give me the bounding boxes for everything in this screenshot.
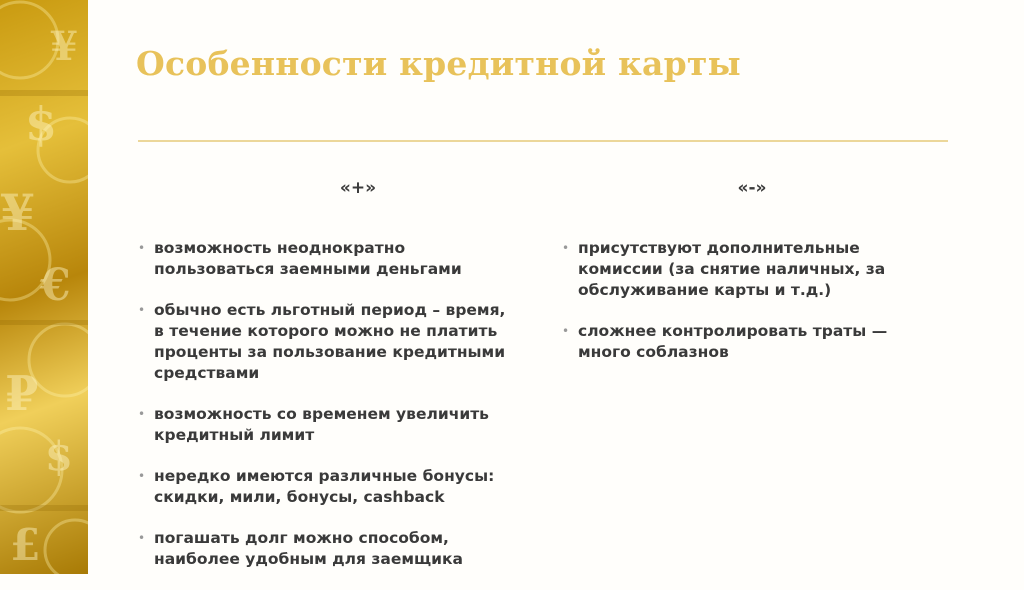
list-item bbox=[138, 528, 518, 570]
pros-heading: «+» bbox=[339, 178, 377, 198]
list-item bbox=[138, 300, 518, 384]
list-item bbox=[138, 238, 518, 280]
bullet-icon: • bbox=[138, 531, 146, 545]
bullet-icon: • bbox=[138, 241, 146, 255]
svg-text:₽: ₽ bbox=[5, 366, 39, 422]
pros-list bbox=[138, 238, 518, 570]
title-divider bbox=[138, 140, 948, 142]
list-item bbox=[562, 321, 942, 363]
list-item-text: обычно есть льготный период – время, в течение которого можно не платить проценты за пользование кредитными средствами bbox=[154, 301, 506, 382]
bullet-icon: • bbox=[562, 324, 570, 338]
list-item-text: присутствуют дополнительные комиссии (за снятие наличных, за обслуживание карты и т.д.) bbox=[578, 239, 886, 299]
list-item-text: нередко имеются различные бонусы: скидки, мили, бонусы, cashback bbox=[154, 467, 495, 506]
list-item-text: возможность со временем увеличить кредитный лимит bbox=[154, 405, 489, 444]
svg-text:€: € bbox=[40, 260, 71, 311]
bullet-icon: • bbox=[138, 407, 146, 421]
list-item-text: сложнее контролировать траты — много соблазнов bbox=[578, 322, 888, 361]
cons-heading: «-» bbox=[737, 178, 767, 198]
bullet-icon: • bbox=[138, 469, 146, 483]
list-item-text: возможность неоднократно пользоваться заемными деньгами bbox=[154, 239, 462, 278]
list-item bbox=[562, 238, 942, 301]
svg-text:¥: ¥ bbox=[0, 183, 35, 242]
list-item-text: погашать долг можно способом, наиболее удобным для заемщика bbox=[154, 529, 464, 568]
decorative-currency-panel bbox=[0, 0, 88, 574]
svg-text:$: $ bbox=[25, 97, 58, 151]
cons-column bbox=[562, 178, 942, 383]
bullet-icon: • bbox=[562, 241, 570, 255]
page-title: Особенности кредитной карты bbox=[136, 44, 741, 83]
currency-symbols-image bbox=[0, 0, 88, 574]
pros-column bbox=[138, 178, 518, 590]
svg-text:¥: ¥ bbox=[50, 23, 78, 70]
bullet-icon: • bbox=[138, 303, 146, 317]
svg-text:$: $ bbox=[45, 433, 73, 480]
cons-list bbox=[562, 238, 942, 363]
svg-text:£: £ bbox=[10, 520, 41, 571]
list-item bbox=[138, 466, 518, 508]
list-item bbox=[138, 404, 518, 446]
